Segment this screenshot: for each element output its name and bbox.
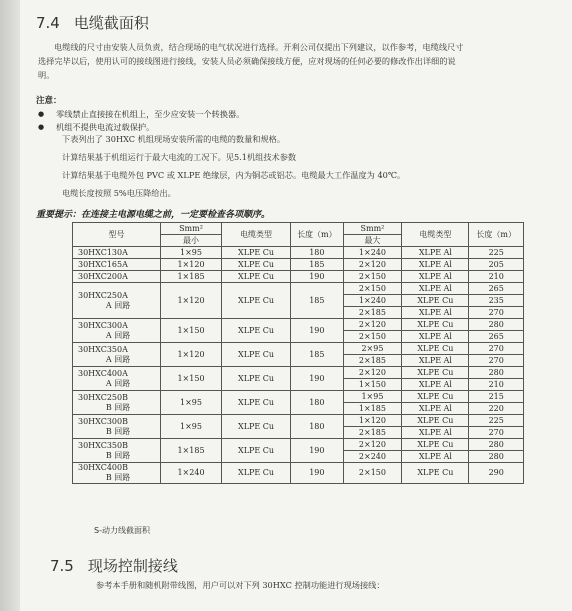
notes-list	[38, 108, 244, 134]
min-cable-type-cell: XLPE Cu	[221, 259, 290, 271]
max-section-cell: 2×150	[343, 331, 402, 343]
min-section-cell: 1×185	[161, 439, 222, 463]
max-length-cell: 270	[469, 427, 524, 439]
max-section-cell: 1×95	[343, 391, 402, 403]
table-row	[73, 319, 524, 331]
model-name: 30HXC165A	[78, 259, 128, 269]
min-cable-type-cell: XLPE Cu	[221, 343, 290, 367]
max-cable-type-cell: XLPE Cu	[402, 319, 469, 331]
min-cable-type-cell: XLPE Cu	[221, 271, 290, 283]
min-cable-type-cell: XLPE Cu	[221, 415, 290, 439]
header-length: 长度（m）	[291, 223, 343, 247]
cable-section-table	[72, 222, 524, 484]
model-name: 30HXC300A	[78, 320, 128, 330]
min-section-cell: 1×240	[161, 463, 222, 484]
max-length-cell: 225	[469, 247, 524, 259]
circuit-name: B 回路	[105, 473, 131, 482]
section-number-2: 7.5	[50, 557, 74, 575]
model-name: 30HXC350B	[78, 440, 128, 450]
max-length-cell: 220	[469, 403, 524, 415]
max-cable-type-cell: XLPE Cu	[402, 343, 469, 355]
min-cable-type-cell: XLPE Cu	[221, 247, 290, 259]
table-row	[73, 367, 524, 379]
max-section-cell: 2×120	[343, 439, 402, 451]
table-row	[73, 415, 524, 427]
table-row	[73, 247, 524, 259]
min-length-cell: 180	[291, 415, 343, 439]
min-length-cell: 180	[291, 247, 343, 259]
max-cable-type-cell: XLPE Al	[402, 379, 469, 391]
max-length-cell: 215	[469, 391, 524, 403]
min-length-cell: 185	[291, 259, 343, 271]
intro-paragraph: 电缆线的尺寸由安装人员负责，结合现场的电气状况进行选择。开利公司仅提出下列建议，以作参考，电缆线尺寸选择完毕以后，使用认可的接线图进行接线，安装人员必须确保接线方便，应对现场的任何必要的修改作出详细的说明。	[38, 42, 464, 80]
min-cable-type-cell: XLPE Cu	[221, 367, 290, 391]
min-section-cell: 1×95	[161, 247, 222, 259]
max-length-cell: 270	[469, 307, 524, 319]
model-cell	[73, 283, 161, 319]
max-cable-type-cell: XLPE Al	[402, 307, 469, 319]
max-section-cell: 1×185	[343, 403, 402, 415]
max-length-cell: 210	[469, 379, 524, 391]
max-cable-type-cell: XLPE Al	[402, 271, 469, 283]
min-section-cell: 1×120	[161, 343, 222, 367]
min-length-cell: 190	[291, 367, 343, 391]
min-section-cell: 1×150	[161, 319, 222, 343]
calc-basis-line: 计算结果基于机组运行于最大电流的工况下。见5.1机组技术参数	[62, 152, 297, 162]
max-section-cell: 2×150	[343, 271, 402, 283]
insulation-line: 计算结果基于电缆外包 PVC 或 XLPE 绝缘层，内为铜芯或铝芯。电缆最大工作温度为 40℃。	[62, 170, 406, 180]
header-smm-min: Smm²	[161, 223, 222, 235]
table-row	[73, 439, 524, 451]
max-cable-type-cell: XLPE Cu	[402, 367, 469, 379]
circuit-name: A 回路	[105, 300, 131, 310]
document-page	[20, 0, 572, 611]
max-section-cell: 2×120	[343, 367, 402, 379]
max-cable-type-cell: XLPE Cu	[402, 391, 469, 403]
max-section-cell: 1×150	[343, 379, 402, 391]
max-cable-type-cell: XLPE Al	[402, 247, 469, 259]
model-name: 30HXC300B	[78, 416, 128, 426]
max-length-cell: 270	[469, 343, 524, 355]
min-length-cell: 190	[291, 319, 343, 343]
max-section-cell: 1×240	[343, 247, 402, 259]
min-length-cell: 185	[291, 283, 343, 319]
table-caption: S-动力线截面积	[94, 526, 150, 535]
cable-table-body	[73, 247, 524, 484]
min-length-cell: 190	[291, 463, 343, 484]
section-title	[36, 12, 149, 33]
model-name: 30HXC400A	[78, 368, 128, 378]
max-length-cell: 270	[469, 355, 524, 367]
min-section-cell: 1×95	[161, 391, 222, 415]
model-cell	[73, 259, 161, 271]
header-min: 最小	[161, 235, 222, 247]
header-length-max: 长度（m）	[469, 223, 524, 247]
header-model: 型号	[73, 223, 161, 247]
circuit-name: B 回路	[105, 402, 131, 412]
model-cell	[73, 439, 161, 463]
min-length-cell: 190	[291, 271, 343, 283]
min-cable-type-cell: XLPE Cu	[221, 391, 290, 415]
circuit-name: A 回路	[105, 378, 131, 388]
model-cell	[73, 271, 161, 283]
max-length-cell: 265	[469, 331, 524, 343]
section2-paragraph: 参考本手册和随机附带线图，用户可以对下列 30HXC 控制功能进行现场接线：	[96, 580, 385, 590]
section-number: 7.4	[36, 14, 60, 32]
model-name: 30HXC400B	[78, 463, 128, 472]
max-cable-type-cell: XLPE Cu	[402, 415, 469, 427]
max-section-cell: 2×185	[343, 427, 402, 439]
header-max: 最大	[343, 235, 402, 247]
max-length-cell: 235	[469, 295, 524, 307]
voltage-drop-line: 电缆长度按照 5%电压降给出。	[62, 188, 176, 198]
max-cable-type-cell: XLPE Cu	[402, 463, 469, 484]
model-name: 30HXC200A	[78, 271, 128, 281]
max-cable-type-cell: XLPE Cu	[402, 295, 469, 307]
min-section-cell: 1×120	[161, 283, 222, 319]
max-section-cell: 2×120	[343, 319, 402, 331]
max-length-cell: 280	[469, 319, 524, 331]
warning-text: 重要提示：在连接主电源电缆之前，一定要检查各项顺序。	[36, 210, 271, 220]
min-section-cell: 1×95	[161, 415, 222, 439]
max-length-cell: 225	[469, 415, 524, 427]
max-cable-type-cell: XLPE Al	[402, 427, 469, 439]
min-cable-type-cell: XLPE Cu	[221, 463, 290, 484]
model-cell	[73, 367, 161, 391]
model-cell	[73, 319, 161, 343]
max-section-cell: 1×120	[343, 415, 402, 427]
max-section-cell: 1×240	[343, 295, 402, 307]
circuit-name: A 回路	[105, 330, 131, 340]
max-length-cell: 205	[469, 259, 524, 271]
section-heading-2: 现场控制接线	[87, 557, 178, 575]
header-cable-type-max: 电缆类型	[402, 223, 469, 247]
max-section-cell: 2×185	[343, 355, 402, 367]
max-cable-type-cell: XLPE Al	[402, 451, 469, 463]
min-length-cell: 185	[291, 343, 343, 367]
max-cable-type-cell: XLPE Cu	[402, 439, 469, 451]
max-cable-type-cell: XLPE Al	[402, 259, 469, 271]
max-section-cell: 2×95	[343, 343, 402, 355]
header-smm-max: Smm²	[343, 223, 402, 235]
circuit-name: B 回路	[105, 426, 131, 436]
table-row	[73, 271, 524, 283]
min-section-cell: 1×185	[161, 271, 222, 283]
header-cable-type: 电缆类型	[221, 223, 290, 247]
max-cable-type-cell: XLPE Al	[402, 283, 469, 295]
max-length-cell: 280	[469, 439, 524, 451]
max-section-cell: 2×185	[343, 307, 402, 319]
note-item: ● 零线禁止直接接在机组上，至少应安装一个转换器。	[38, 108, 244, 121]
model-name: 30HXC250B	[78, 392, 128, 402]
model-cell	[73, 463, 161, 484]
min-section-cell: 1×120	[161, 259, 222, 271]
table-row	[73, 283, 524, 295]
model-cell	[73, 415, 161, 439]
page-spine-shadow	[0, 0, 20, 611]
max-length-cell: 265	[469, 283, 524, 295]
max-length-cell: 210	[469, 271, 524, 283]
min-section-cell: 1×150	[161, 367, 222, 391]
section-title-2	[50, 555, 178, 576]
max-section-cell: 2×120	[343, 259, 402, 271]
max-section-cell: 2×150	[343, 463, 402, 484]
table-row	[73, 343, 524, 355]
min-cable-type-cell: XLPE Cu	[221, 283, 290, 319]
max-cable-type-cell: XLPE Al	[402, 331, 469, 343]
max-cable-type-cell: XLPE Al	[402, 403, 469, 415]
circuit-name: B 回路	[105, 450, 131, 460]
max-length-cell: 280	[469, 451, 524, 463]
model-name: 30HXC250A	[78, 290, 128, 300]
table-intro-line: 下表列出了 30HXC 机组现场安装所需的电缆的数量和规格。	[62, 134, 286, 144]
model-cell	[73, 343, 161, 367]
max-section-cell: 2×240	[343, 451, 402, 463]
max-section-cell: 2×150	[343, 283, 402, 295]
section-heading: 电缆截面积	[73, 14, 149, 32]
table-row	[73, 463, 524, 484]
max-cable-type-cell: XLPE Al	[402, 355, 469, 367]
model-cell	[73, 391, 161, 415]
min-length-cell: 190	[291, 439, 343, 463]
table-row	[73, 391, 524, 403]
max-length-cell: 280	[469, 367, 524, 379]
table-row	[73, 259, 524, 271]
min-cable-type-cell: XLPE Cu	[221, 319, 290, 343]
model-name: 30HXC350A	[78, 344, 128, 354]
min-cable-type-cell: XLPE Cu	[221, 439, 290, 463]
note-item: ● 机组不提供电流过载保护。	[38, 121, 244, 134]
model-cell	[73, 247, 161, 259]
notes-label: 注意：	[36, 96, 62, 106]
min-length-cell: 180	[291, 391, 343, 415]
model-name: 30HXC130A	[78, 247, 128, 257]
max-length-cell: 290	[469, 463, 524, 484]
circuit-name: A 回路	[105, 354, 131, 364]
